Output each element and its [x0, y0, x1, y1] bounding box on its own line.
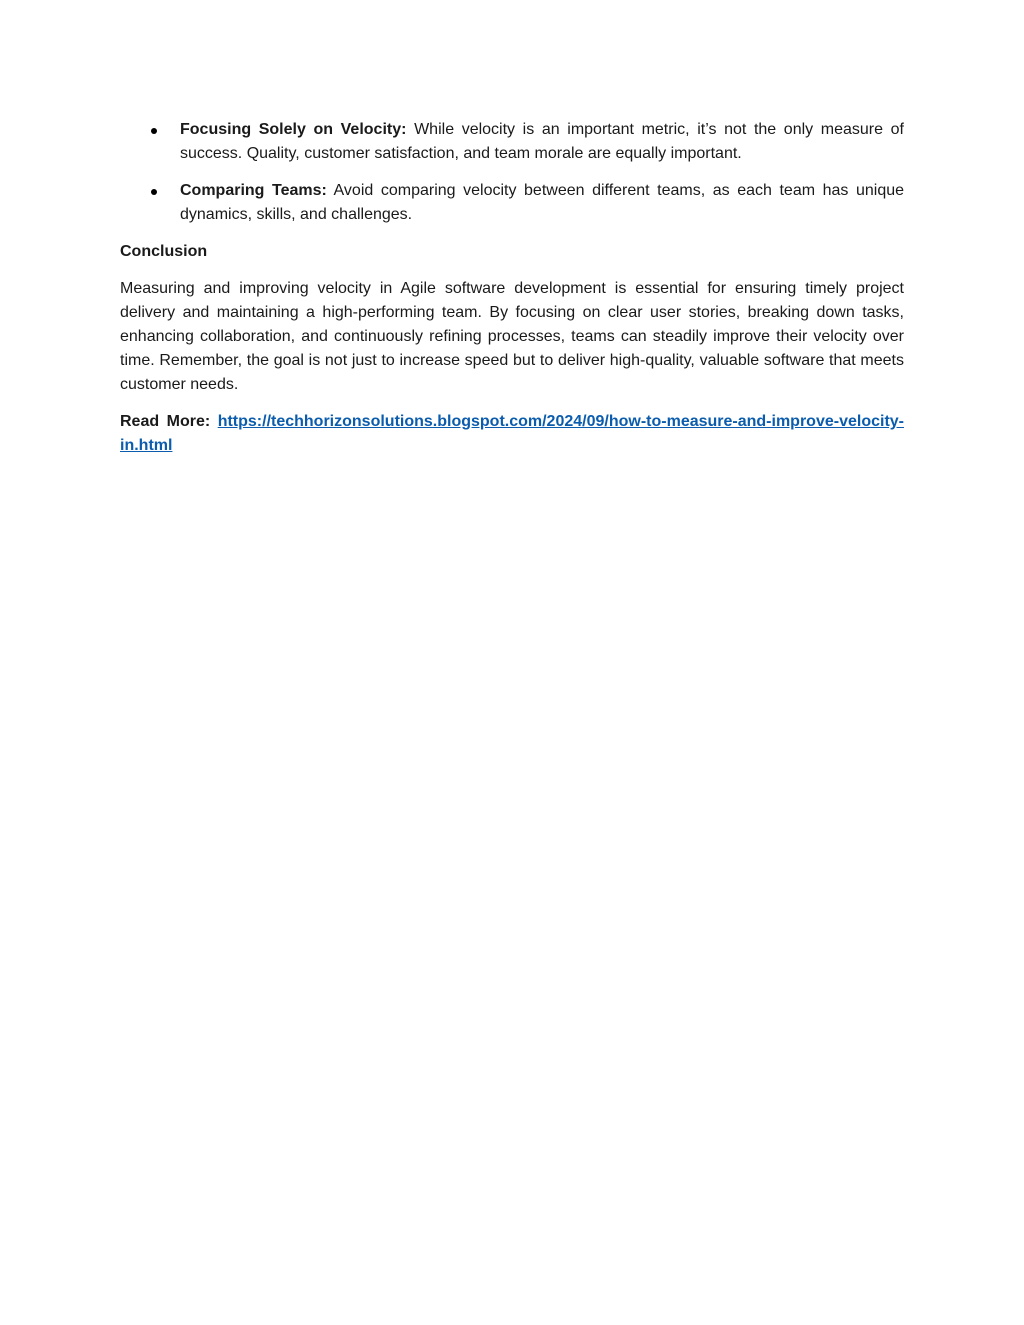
- bullet-term: Comparing Teams:: [180, 182, 327, 199]
- conclusion-paragraph: Measuring and improving velocity in Agile software development is essential for ensuring timely project delivery and maintaining a high-performing team. By focusing on clear user stories, breaking down tasks, enhancing collaboration, and continuously refining processes, teams can steadily improve their velocity over time. Remember, the goal is not just to increase speed but to deliver high-quality, valuable software that meets customer needs.: [120, 280, 904, 393]
- bullet-text: While velocity is an important metric, it’s not the only measure of success. Quality, customer satisfaction, and team morale are equally important.: [180, 121, 904, 162]
- list-item: [120, 118, 904, 166]
- read-more-link[interactable]: https://techhorizonsolutions.blogspot.com/2024/09/how-to-measure-and-improve-velocity-in.html: [120, 413, 904, 454]
- bullet-term: Focusing Solely on Velocity:: [180, 121, 407, 138]
- list-item: [120, 179, 904, 227]
- bullet-icon: [151, 128, 157, 134]
- document-page: [120, 118, 904, 458]
- bullet-icon: [151, 189, 157, 195]
- read-more-label: Read More:: [120, 413, 211, 430]
- bullet-text: Avoid comparing velocity between different teams, as each team has unique dynamics, skills, and challenges.: [180, 182, 905, 223]
- conclusion-heading: Conclusion: [120, 243, 208, 260]
- read-more: [120, 410, 904, 458]
- pitfalls-list: [120, 118, 904, 227]
